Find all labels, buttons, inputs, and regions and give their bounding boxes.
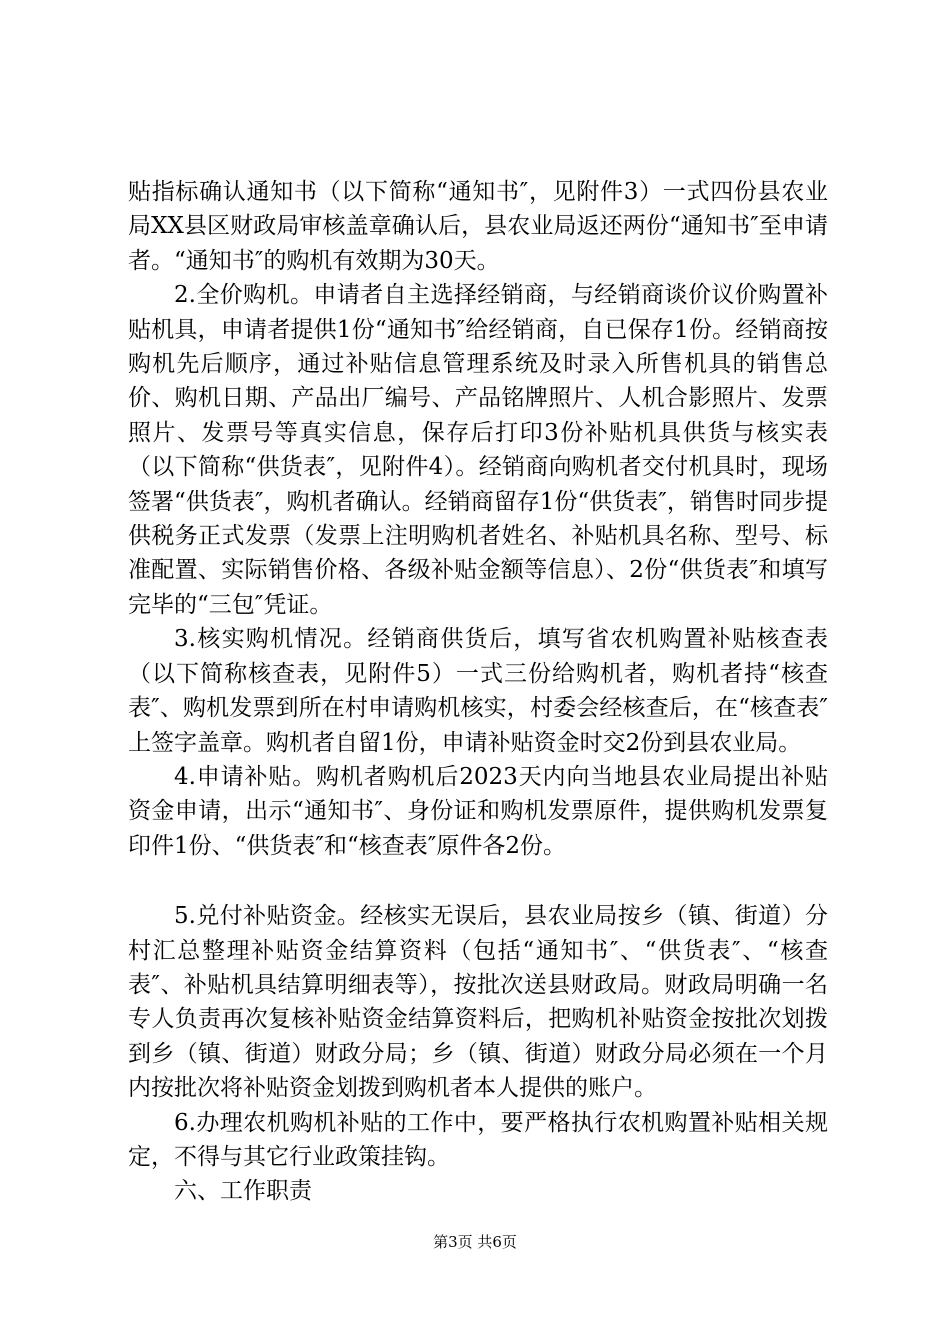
paragraph-item-5: 5.兑付补贴资金。经核实无误后，县农业局按乡（镇、街道）分村汇总整理补贴资金结算资料（包括“通知书″、“供货表″、“核查表″、补贴机具结算明细表等），按批次送县财政局。财政局明确一名专人负责再次复核补贴资金结算资料后，把购机补贴资金按批次划拨到乡（镇、街道）财政分局；乡（镇、街道）财政分局必须在一个月内按批次将补贴资金划拨到购机者本人提供的账户。 (128, 903, 828, 1102)
paragraph-item-2: 2.全价购机。申请者自主选择经销商，与经销商谈价议价购置补贴机具，申请者提供1份“通知书″给经销商，自已保存1份。经销商按购机先后顺序，通过补贴信息管理系统及时录入所售机具的销售总价、购机日期、产品出厂编号、产品铭牌照片、人机合影照片、发票照片、发票号等真实信息，保存后打印3份补贴机具供货与核实表（以下简称“供货表″，见附件4）。经销商向购机者交付机具时，现场签署“供货表″，购机者确认。经销商留存1份“供货表″，销售时同步提供税务正式发票（发票上注明购机者姓名、补贴机具名称、型号、标准配置、实际销售价格、各级补贴金额等信息）、2份“供货表″和填写完毕的“三包″凭证。 (128, 282, 828, 618)
paragraph-spacer (128, 863, 828, 899)
section-heading-duties: 六、工作职责 (174, 1178, 312, 1205)
paragraph-item-6: 6.办理农机购机补贴的工作中，要严格执行农机购置补贴相关规定，不得与其它行业政策挂钩。 (128, 1109, 828, 1170)
paragraph-item-3: 3.核实购机情况。经销商供货后，填写省农机购置补贴核查表（以下简称核查表，见附件5）一式三份给购机者，购机者持“核查表″、购机发票到所在村申请购机核实，村委会经核查后，在“核查表″上签字盖章。购机者自留1份，申请补贴资金时交2份到县农业局。 (128, 626, 828, 756)
document-body (128, 175, 828, 1209)
paragraph-item-4: 4.申请补贴。购机者购机后2023天内向当地县农业局提出补贴资金申请，出示“通知书″、身份证和购机发票原件，提供购机发票复印件1份、“供货表″和“核查表″原件各2份。 (128, 763, 828, 859)
page-number-footer: 第3页 共6页 (433, 1233, 517, 1251)
paragraph-continuation: 贴指标确认通知书（以下简称“通知书″，见附件3）一式四份县农业局XX县区财政局审核盖章确认后，县农业局返还两份“通知书″至申请者。“通知书″的购机有效期为30天。 (128, 179, 828, 274)
